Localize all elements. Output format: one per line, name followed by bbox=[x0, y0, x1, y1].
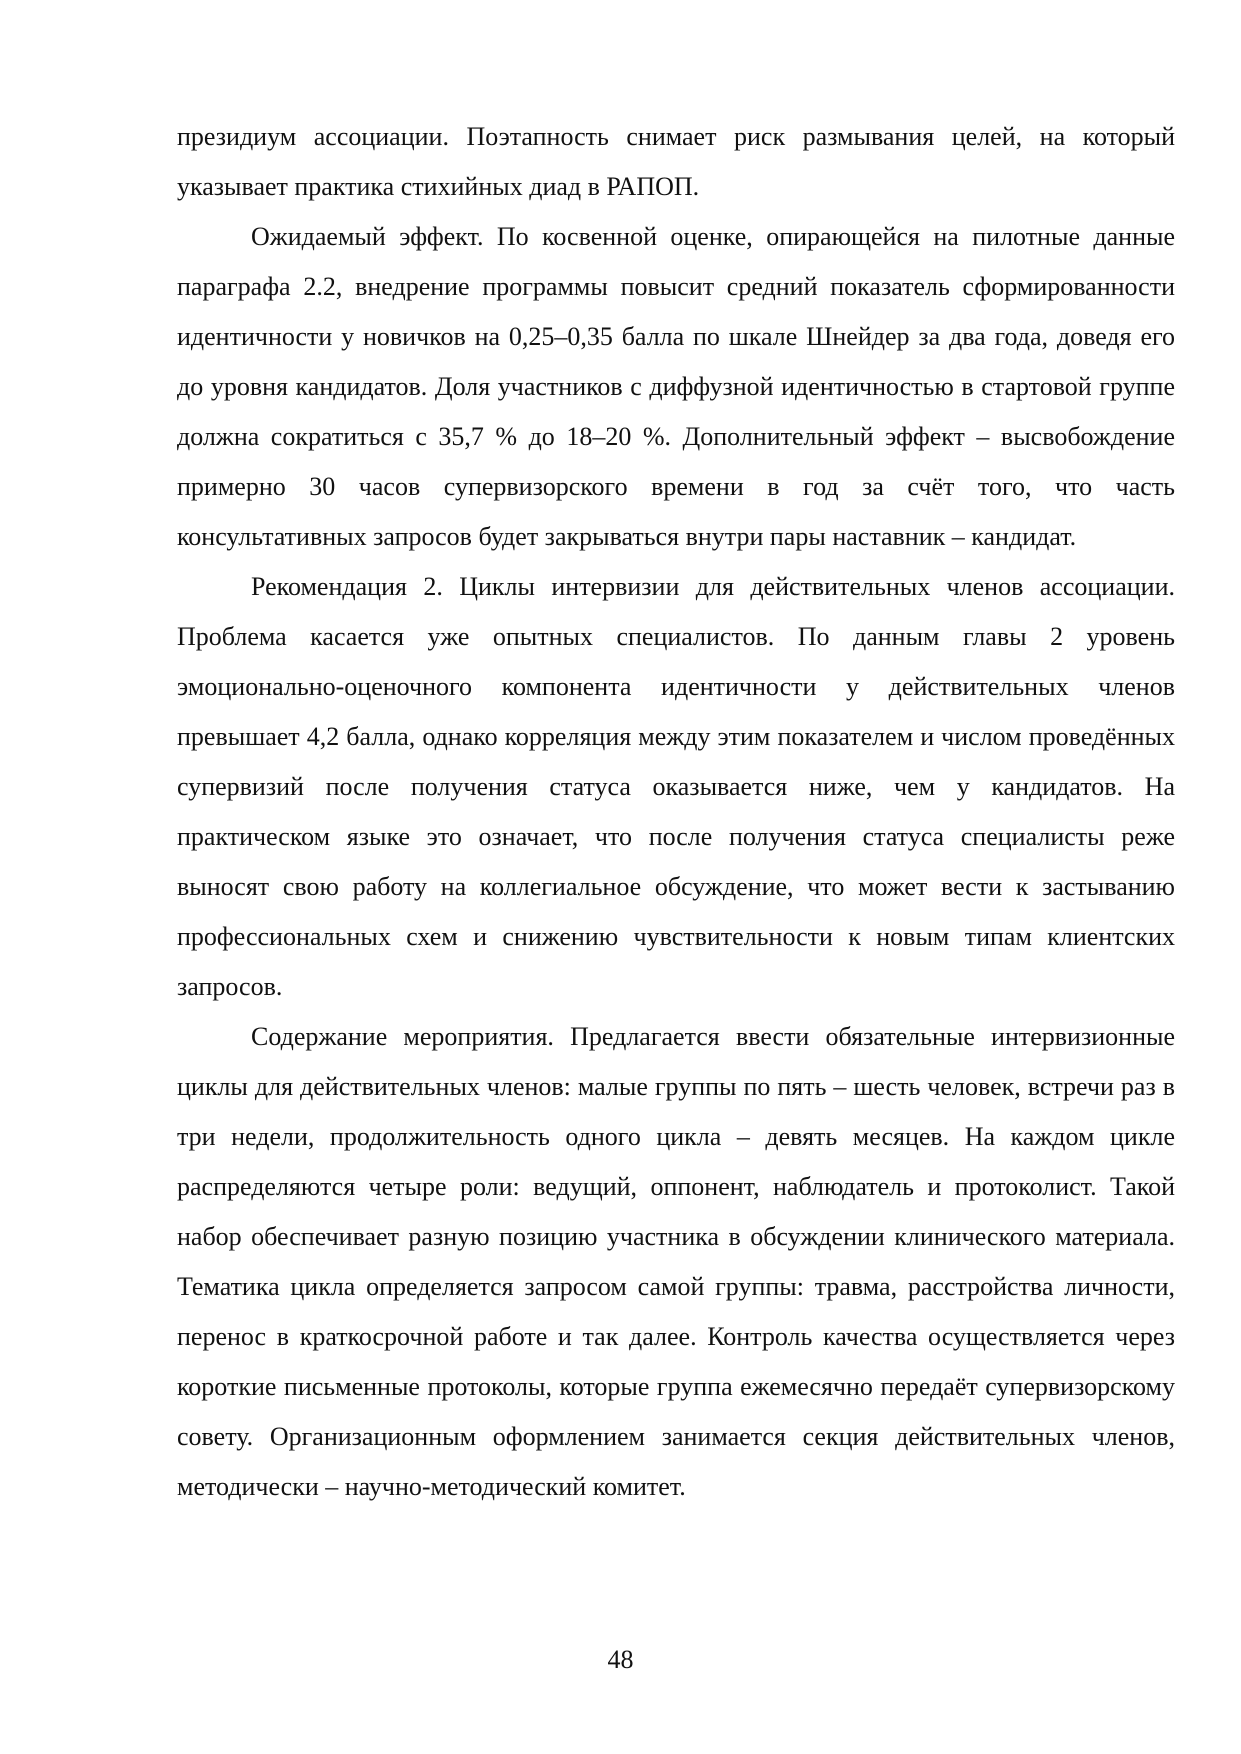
paragraph-continuation: президиум ассоциации. Поэтапность снимает риск размывания целей, на который указывает практика стихийных диад в РАПОП. bbox=[177, 122, 1175, 201]
body-text bbox=[177, 112, 1175, 1512]
paragraph-recommendation-2: Рекомендация 2. Циклы интервизии для действительных членов ассоциации. Проблема касается уже опытных специалистов. По данным главы 2 уровень эмоционально-оценочного компонента идентичности у действительных членов превышает 4,2 балла, однако корреляция между этим показателем и числом проведённых супервизий после получения статуса оказывается ниже, чем у кандидатов. На практическом языке это означает, что после получения статуса специалисты реже выносят свою работу на коллегиальное обсуждение, что может вести к застыванию профессиональных схем и снижению чувствительности к новым типам клиентских запросов. bbox=[177, 572, 1175, 1001]
paragraph-measure-content: Содержание мероприятия. Предлагается ввести обязательные интервизионные циклы для действительных членов: малые группы по пять – шесть человек, встречи раз в три недели, продолжительность одного цикла – девять месяцев. На каждом цикле распределяются четыре роли: ведущий, оппонент, наблюдатель и протоколист. Такой набор обеспечивает разную позицию участника в обсуждении клинического материала. Тематика цикла определяется запросом самой группы: травма, расстройства личности, перенос в краткосрочной работе и так далее. Контроль качества осуществляется через короткие письменные протоколы, которые группа ежемесячно передаёт супервизорскому совету. Организационным оформлением занимается секция действительных членов, методически – научно-методический комитет. bbox=[177, 1022, 1175, 1501]
page-number: 48 bbox=[607, 1645, 634, 1674]
paragraph-expected-effect: Ожидаемый эффект. По косвенной оценке, опирающейся на пилотные данные параграфа 2.2, внедрение программы повысит средний показатель сформированности идентичности у новичков на 0,25–0,35 балла по шкале Шнейдер за два года, доведя его до уровня кандидатов. Доля участников с диффузной идентичностью в стартовой группе должна сократиться с 35,7 % до 18–20 %. Дополнительный эффект – высвобождение примерно 30 часов супервизорского времени в год за счёт того, что часть консультативных запросов будет закрываться внутри пары наставник – кандидат. bbox=[177, 222, 1175, 551]
